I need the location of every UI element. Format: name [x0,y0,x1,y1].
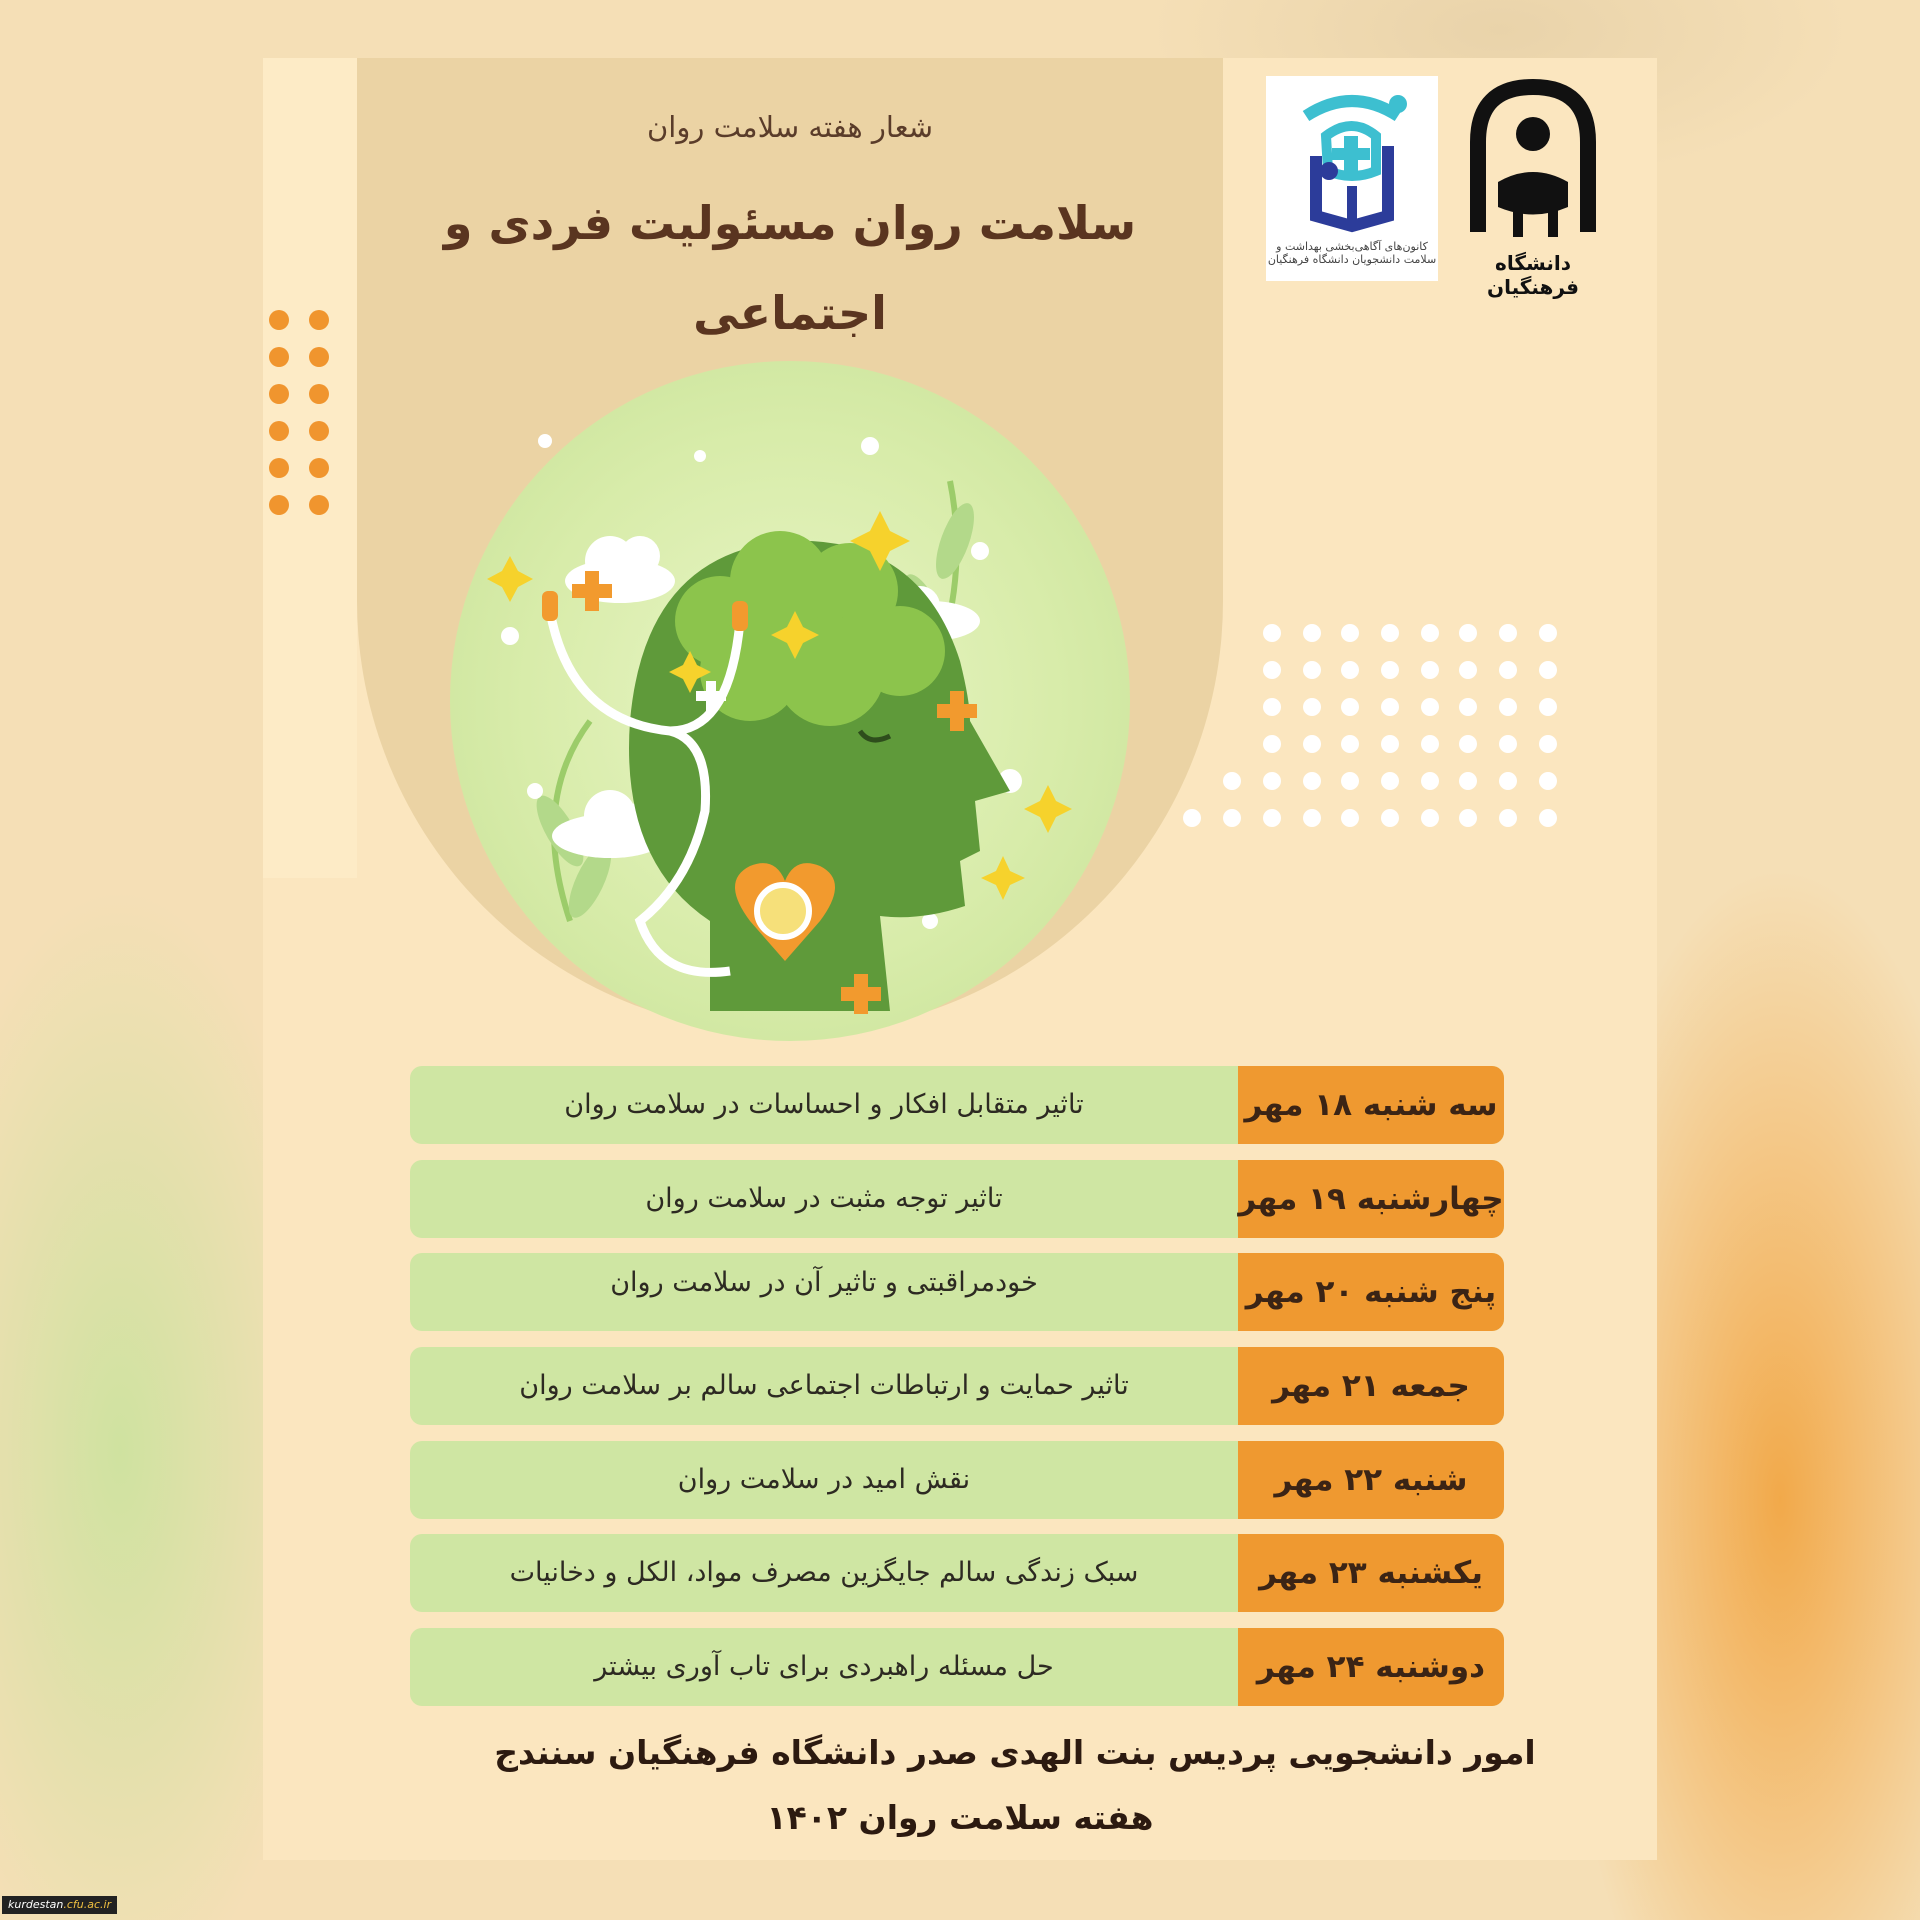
farhangian-logo-caption: دانشگاه فرهنگیان [1487,251,1579,299]
schedule-day: شنبه ۲۲ مهر [1238,1441,1504,1519]
schedule-topic: نقش امید در سلامت روان [677,1464,971,1495]
schedule-day: دوشنبه ۲۴ مهر [1238,1628,1504,1706]
schedule-topic: سبک زندگی سالم جایگزین مصرف مواد، الکل و دخانیات [509,1557,1139,1588]
farhangian-university-logo [1458,72,1608,299]
site-watermark [2,1896,117,1914]
organizer-text: امور دانشجویی پردیس بنت الهدی صدر دانشگاه فرهنگیان سنندج [494,1733,1536,1772]
schedule-row [410,1534,1504,1612]
schedule-row [410,1347,1504,1425]
slogan-label: شعار هفته سلامت روان [646,110,934,144]
poster [263,58,1657,1860]
schedule-day: سه شنبه ۱۸ مهر [1238,1066,1504,1144]
schedule-row [410,1253,1504,1331]
schedule-row [410,1628,1504,1706]
event-title: هفته سلامت روان ۱۴۰۲ [766,1798,1154,1837]
mental-health-head-icon [450,361,1130,1041]
health-center-logo-icon [1266,76,1438,236]
schedule-topic: تاثیر متقابل افکار و احساسات در سلامت روان [564,1089,1084,1120]
schedule-day: چهارشنبه ۱۹ مهر [1238,1160,1504,1238]
schedule-topic: تاثیر حمایت و ارتباطات اجتماعی سالم بر سلامت روان [519,1370,1129,1401]
farhangian-logo-icon [1458,72,1608,247]
slogan-title-line1: سلامت روان مسئولیت فردی و اجتماعی [443,196,1137,340]
health-center-logo [1266,76,1438,281]
schedule-row [410,1160,1504,1238]
schedule-topic: تاثیر توجه مثبت در سلامت روان [645,1183,1003,1214]
watermark-site: kurdestan [8,1898,64,1911]
schedule-day: یکشنبه ۲۳ مهر [1238,1534,1504,1612]
schedule-day: پنج شنبه ۲۰ مهر [1238,1253,1504,1331]
schedule-topic: حل مسئله راهبردی برای تاب آوری بیشتر [594,1651,1054,1682]
health-center-logo-caption: کانون‌های آگاهی‌بخشی بهداشت و سلامت دانشجویان دانشگاه فرهنگیان [1267,240,1437,266]
schedule-topic: خودمراقبتی و تاثیر آن در سلامت روان [610,1267,1038,1298]
schedule-row [410,1441,1504,1519]
schedule-row [410,1066,1504,1144]
watermark-domain: .cfu.ac.ir [63,1898,112,1911]
schedule-day: جمعه ۲۱ مهر [1238,1347,1504,1425]
